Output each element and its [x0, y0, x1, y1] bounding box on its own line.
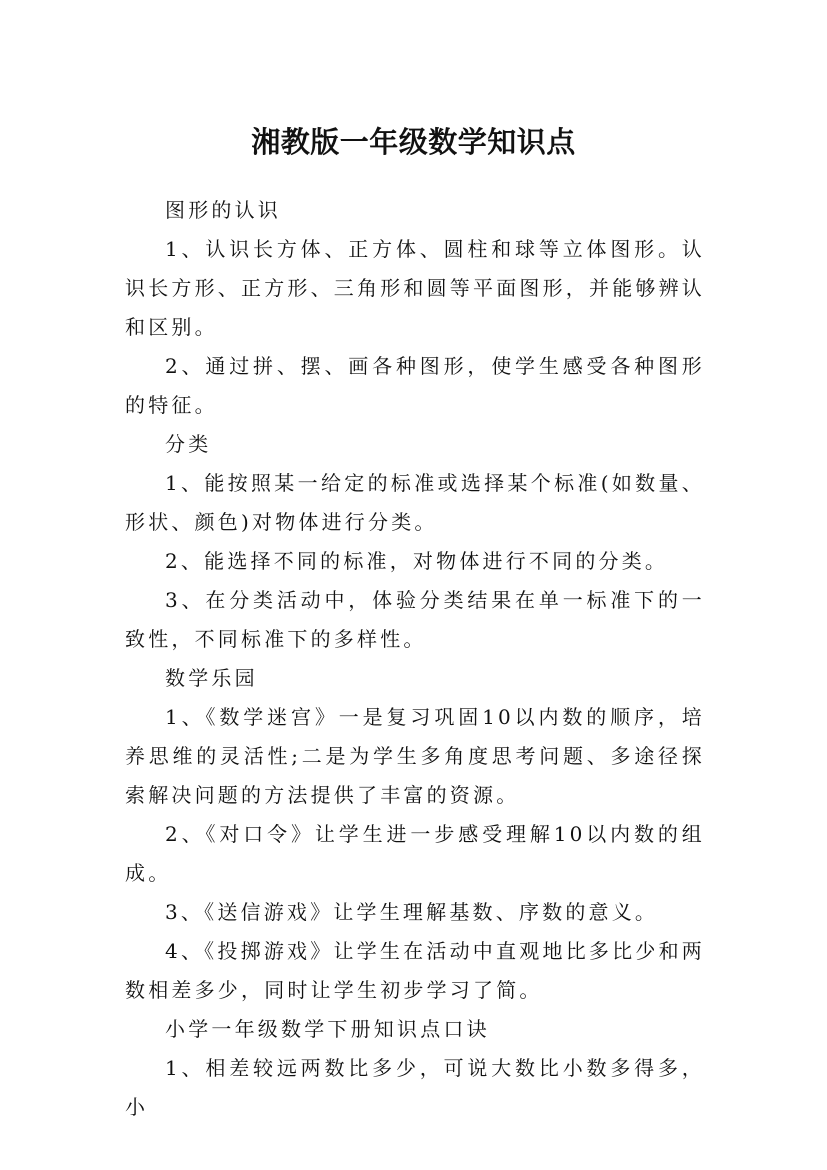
paragraph: 2、《对口令》让学生进一步感受理解10以内数的组成。: [125, 822, 705, 885]
paragraph: 1、能按照某一给定的标准或选择某个标准(如数量、形状、颜色)对物体进行分类。: [125, 471, 705, 534]
paragraph: 2、通过拼、摆、画各种图形，使学生感受各种图形的特征。: [125, 354, 705, 417]
paragraph: 1、相差较远两数比多少，可说大数比小数多得多，小: [125, 1056, 705, 1119]
section-heading-math-park: 数学乐园: [165, 666, 258, 690]
document-body: [125, 191, 705, 1127]
section-heading-mnemonics: 小学一年级数学下册知识点口诀: [165, 1017, 490, 1041]
paragraph: 4、《投掷游戏》让学生在活动中直观地比多比少和两数相差多少，同时让学生初步学习了简。: [125, 939, 705, 1002]
document-title: 湘教版一年级数学知识点: [251, 125, 576, 160]
section-heading-classification: 分类: [165, 432, 212, 456]
paragraph: 3、《送信游戏》让学生理解基数、序数的意义。: [165, 900, 659, 924]
paragraph: 2、能选择不同的标准，对物体进行不同的分类。: [165, 549, 669, 573]
paragraph: 3、在分类活动中，体验分类结果在单一标准下的一致性，不同标准下的多样性。: [125, 588, 705, 651]
paragraph: 1、认识长方体、正方体、圆柱和球等立体图形。认识长方形、正方形、三角形和圆等平面图形，并能够辨认和区别。: [125, 237, 705, 339]
paragraph: 1、《数学迷宫》一是复习巩固10以内数的顺序，培养思维的灵活性;二是为学生多角度思考问题、多途径探索解决问题的方法提供了丰富的资源。: [125, 705, 705, 807]
section-heading-shapes: 图形的认识: [165, 198, 281, 222]
